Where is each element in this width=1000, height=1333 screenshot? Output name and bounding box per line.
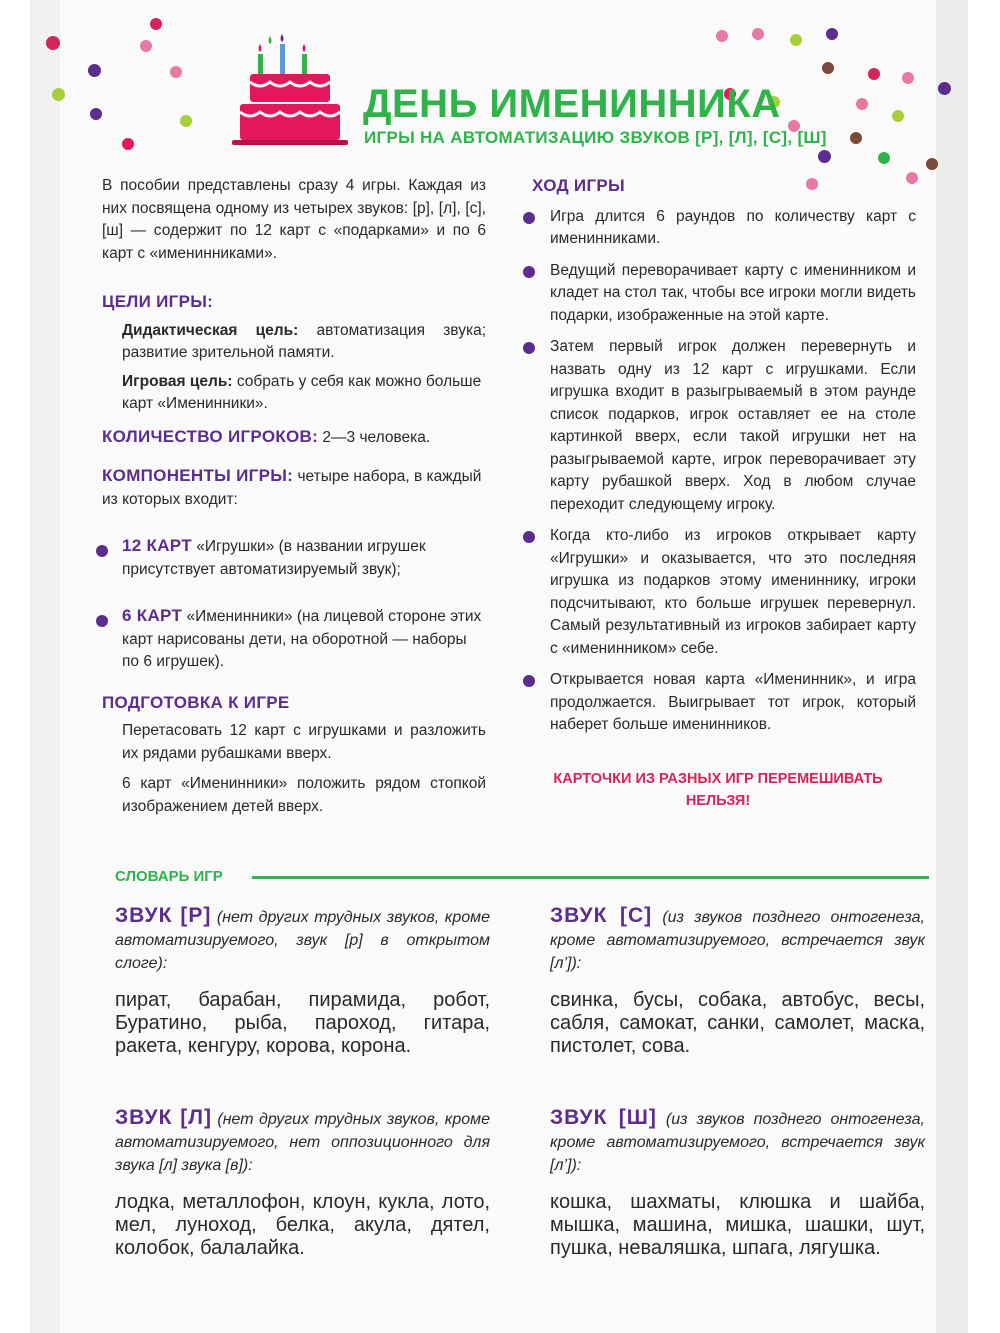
- players-text: 2—3 человека.: [322, 428, 431, 446]
- component-item: [102, 535, 486, 581]
- course-item: Открывается новая карта «Именинник», и игра продолжается. Выигрывает тот игрок, который наберет больше именинников.: [520, 669, 916, 737]
- course-item: Затем первый игрок должен перевернуть и назвать одну из 12 карт с игрушками. Если игрушка входит в разыгрываемый в этом раунде список подарков, игрок оставляет ее на столе картинкой вверх, если такой игрушки нет на разыгрываемой карте, игрок переворачивает эту карту рубашкой вверх. Ход в любом случае переходит следующему игроку.: [520, 336, 916, 516]
- prep-heading: ПОДГОТОВКА К ИГРЕ: [102, 692, 290, 712]
- dictionary-heading: СЛОВАРЬ ИГР: [115, 868, 223, 885]
- dictionary-entry-s: [550, 904, 925, 1058]
- dictionary-entry-r: [115, 904, 490, 1058]
- birthday-cake-icon: [230, 32, 350, 150]
- game-goal: [102, 371, 486, 416]
- page-edge-left: [30, 0, 60, 1333]
- didactic-goal-text: автоматизация звука; развитие зрительной памяти.: [122, 321, 486, 361]
- word-list: пират, барабан, пирамида, робот, Буратино, рыба, пароход, гитара, ракета, кенгуру, корова, корона.: [115, 989, 490, 1057]
- component-item-text: «Именинники» (на лицевой стороне этих карт нарисованы дети, на оборотной — наборы по 6 игрушек).: [122, 608, 482, 670]
- component-item-text: «Игрушки» (в названии игрушек присутствует автоматизируемый звук);: [122, 538, 426, 578]
- sound-label: ЗВУК [Р]: [115, 904, 212, 927]
- components-text: четыре набора, в каждый из которых входит:: [102, 468, 482, 508]
- didactic-goal-label: Дидактическая цель:: [122, 321, 299, 339]
- sound-label: ЗВУК [Ш]: [550, 1106, 657, 1129]
- word-list: свинка, бусы, собака, автобус, весы, сабля, самокат, санки, самолет, маска, пистолет, сова.: [550, 989, 925, 1057]
- word-list: кошка, шахматы, клюшка и шайба, мышка, машина, мишка, шашки, шут, пушка, неваляшка, шпага, лягушка.: [550, 1191, 925, 1259]
- component-item-label: 6 КАРТ: [122, 606, 183, 625]
- warning-note: КАРТОЧКИ ИЗ РАЗНЫХ ИГР ПЕРЕМЕШИВАТЬ НЕЛЬЗЯ!: [553, 771, 883, 809]
- dictionary-entry-l: [115, 1106, 490, 1260]
- prep-p1: Перетасовать 12 карт с игрушками и разложить их рядами рубашками вверх.: [122, 722, 486, 762]
- sound-note: (нет других трудных звуков, кроме автоматизируемого, нет оппозиционного для звука [л] звука [в]):: [115, 1111, 490, 1174]
- page-title: ДЕНЬ ИМЕНИННИКА: [363, 82, 781, 126]
- course-item: Игра длится 6 раундов по количеству карт с именинниками.: [520, 206, 916, 251]
- course-item: Когда кто-либо из игроков открывает карту «Игрушки» и оказывается, что это последняя игрушка из подарков этому имениннику, игроки подсчитывают, кто больше игрушек перевернул. Самый результативный из игроков забирает карту с «именинником» себе.: [520, 525, 916, 660]
- right-column: [520, 175, 916, 746]
- sound-note: (нет других трудных звуков, кроме автоматизируемого, звук [р] в открытом слоге):: [115, 909, 491, 972]
- page-subtitle: ИГРЫ НА АВТОМАТИЗАЦИЮ ЗВУКОВ [Р], [Л], [С], [Ш]: [364, 128, 827, 147]
- word-list: лодка, металлофон, клоун, кукла, лото, мел, луноход, белка, акула, дятел, колобок, балалайка.: [115, 1191, 490, 1259]
- components: [102, 465, 486, 511]
- game-goal-label: Игровая цель:: [122, 372, 233, 390]
- sound-note: (из звуков позднего онтогенеза, кроме автоматизируемого, встречается звук [л’]):: [550, 909, 925, 972]
- game-goal-text: собрать у себя как можно больше карт «Именинники».: [122, 372, 482, 412]
- course-item: Ведущий переворачивает карту с именинником и кладет на стол так, чтобы все игроки могли видеть подарки, изображенные на этой карте.: [520, 260, 916, 328]
- players-heading: КОЛИЧЕСТВО ИГРОКОВ:: [102, 426, 319, 446]
- intro-text: В пособии представлены сразу 4 игры. Каждая из них посвящена одному из четырех звуков: [р], [л], [с], [ш] — содержит по 12 карт с «подарками» и по 6 карт с «именинниками».: [102, 177, 486, 262]
- goals-heading: ЦЕЛИ ИГРЫ:: [102, 292, 214, 311]
- dictionary-entry-sh: [550, 1106, 925, 1260]
- players: [102, 426, 486, 450]
- components-heading: КОМПОНЕНТЫ ИГРЫ:: [102, 466, 294, 485]
- component-item: [102, 605, 486, 674]
- left-column: [102, 175, 486, 818]
- page-edge-right: [936, 0, 968, 1333]
- sound-label: ЗВУК [С]: [550, 904, 653, 927]
- didactic-goal: [102, 320, 486, 365]
- dictionary-divider: [252, 876, 929, 879]
- course-heading: ХОД ИГРЫ: [532, 176, 625, 195]
- component-item-label: 12 КАРТ: [122, 536, 192, 555]
- sound-note: (из звуков позднего онтогенеза, кроме автоматизируемого, встречается звук [л’]):: [550, 1111, 925, 1174]
- sound-label: ЗВУК [Л]: [115, 1106, 212, 1129]
- prep-p2: 6 карт «Именинники» положить рядом стопкой изображением детей вверх.: [122, 775, 486, 815]
